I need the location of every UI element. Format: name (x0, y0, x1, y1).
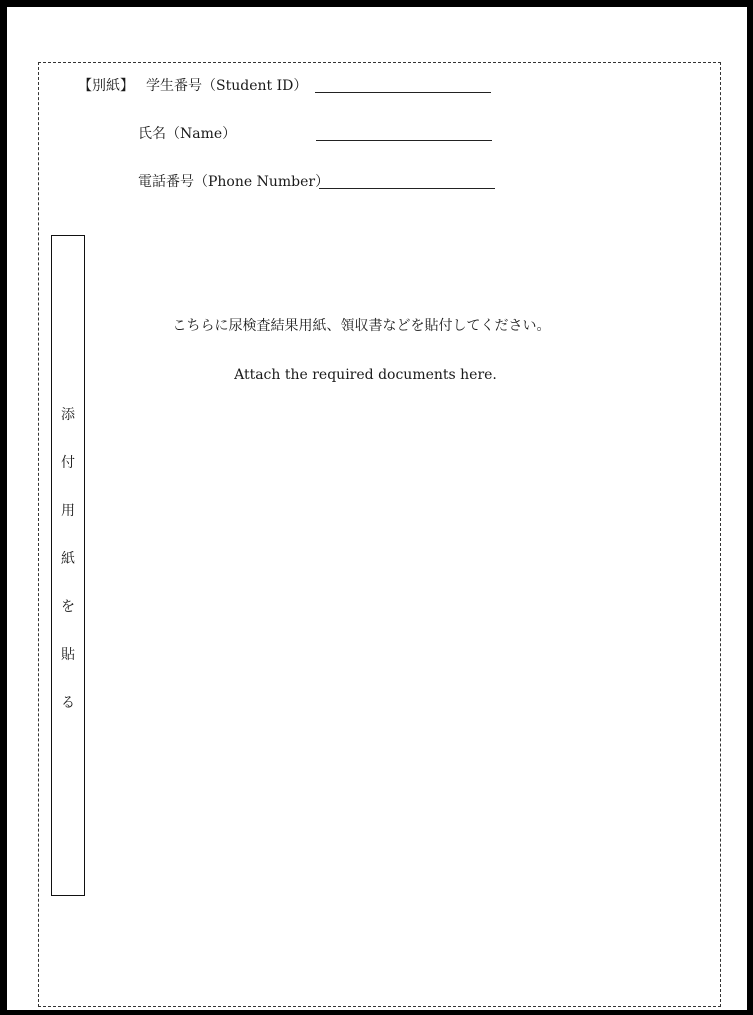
side-label-char: 貼 (61, 647, 75, 663)
name-label: 氏名（Name） (138, 126, 237, 142)
attachment-tag: 【別紙】 (78, 78, 134, 94)
instruction-english: Attach the required documents here. (234, 367, 497, 383)
side-label-char: を (61, 599, 75, 615)
side-label-char: 紙 (61, 551, 75, 567)
side-label-char: 付 (61, 455, 75, 471)
side-label-char: 添 (61, 407, 75, 423)
side-label-char: 用 (61, 503, 75, 519)
phone-label: 電話番号（Phone Number） (138, 174, 330, 190)
attachment-area (38, 62, 721, 1007)
student-id-field[interactable] (315, 92, 491, 93)
student-id-label: 学生番号（Student ID） (146, 78, 308, 94)
name-field[interactable] (316, 140, 492, 141)
instruction-japanese: こちらに尿検査結果用紙、領収書などを貼付してください。 (172, 318, 551, 334)
side-label-char: る (61, 695, 75, 711)
phone-field[interactable] (319, 188, 495, 189)
